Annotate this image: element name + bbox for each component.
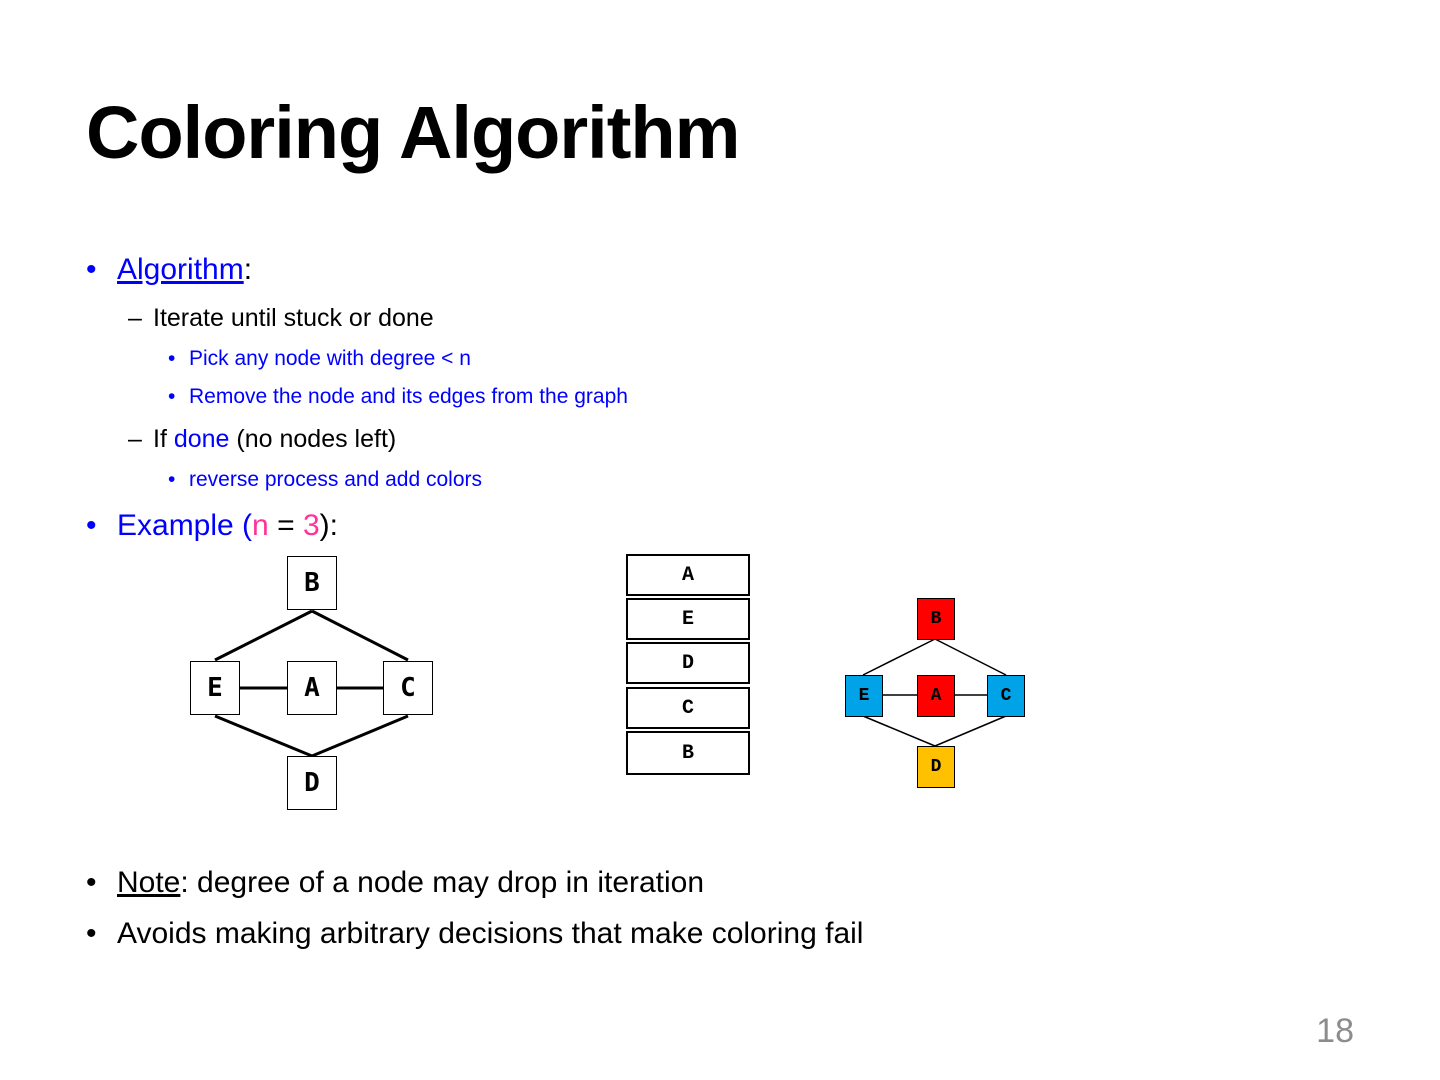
graph-node-d: D — [287, 756, 337, 810]
colored-node-c: C — [987, 675, 1025, 717]
graph-node-a: A — [287, 661, 337, 715]
colored-node-e: E — [845, 675, 883, 717]
dash-marker: – — [128, 304, 142, 332]
bullet-dot: • — [86, 866, 97, 899]
bullet-dot: • — [168, 385, 176, 408]
stack-item-b: B — [626, 731, 750, 775]
page-number: 18 — [1316, 1012, 1354, 1050]
bullet-dot: • — [168, 468, 176, 491]
stack-item-a: A — [626, 554, 750, 596]
bullet-dot: • — [168, 347, 176, 370]
n-variable: n — [252, 509, 269, 542]
colored-node-a: A — [917, 675, 955, 717]
colored-node-d: D — [917, 746, 955, 788]
graph-node-e: E — [190, 661, 240, 715]
colored-node-b: B — [917, 598, 955, 640]
done-word: done — [173, 425, 230, 453]
bullet-dot: • — [86, 253, 97, 286]
stack-item-e: E — [626, 598, 750, 640]
bullet-dot: • — [86, 509, 97, 542]
three-value: 3 — [302, 509, 320, 542]
stack-item-c: C — [626, 687, 750, 729]
stack-item-d: D — [626, 642, 750, 684]
graph-node-c: C — [383, 661, 433, 715]
algorithm-label: Algorithm — [117, 253, 244, 286]
dash-marker: – — [128, 425, 142, 453]
bullet-dot: • — [86, 917, 97, 950]
slide-title: Coloring Algorithm — [86, 91, 740, 174]
note-label: Note — [117, 866, 181, 899]
graph-node-b: B — [287, 556, 337, 610]
